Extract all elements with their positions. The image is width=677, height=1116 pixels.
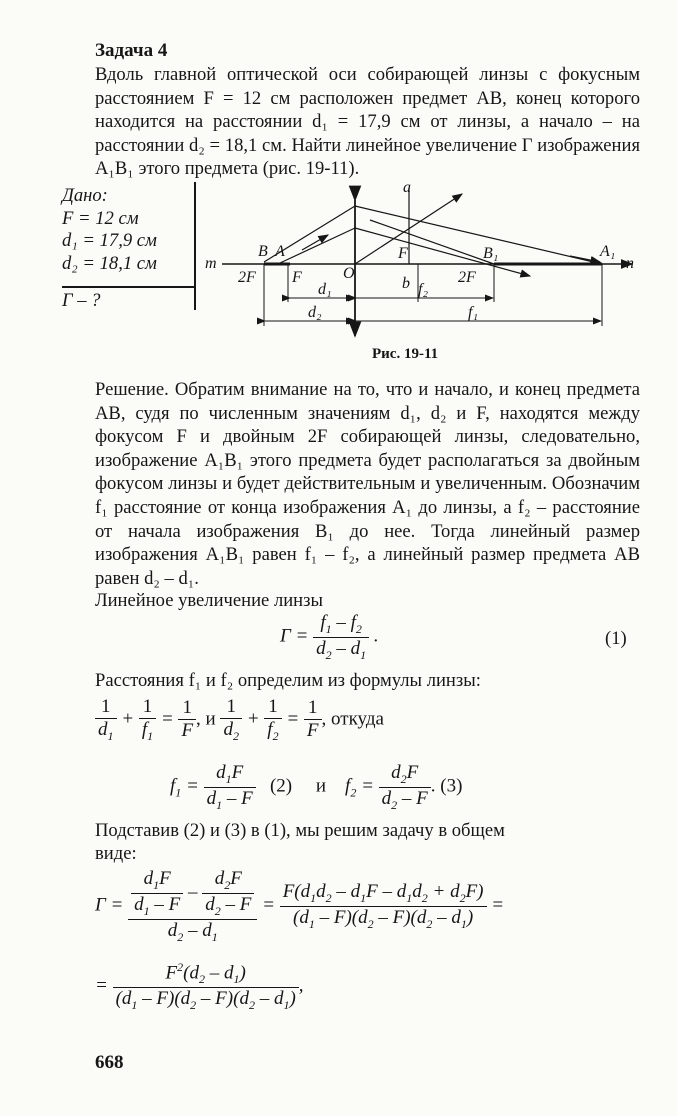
label-A1: A₁ — [600, 243, 616, 260]
lens-formula: $\frac{1}{d_1}$ + $\frac{1}{f_1}$ = $\frac{1}{F}$ , и $\frac{1}{d_2}$ + $\frac{1}{f_2}$ = $\frac{1}{F}$ , откуда — [95, 696, 384, 744]
text-magnification: Линейное увеличение линзы — [95, 590, 323, 611]
given-focal: F = 12 см — [62, 207, 139, 229]
label-F-left: F — [292, 269, 302, 286]
label-d2: d₂ — [308, 304, 322, 321]
label-f1: f₁ — [468, 304, 479, 321]
label-n: n — [626, 255, 634, 272]
label-m: m — [205, 255, 217, 272]
text-whence: , откуда — [321, 708, 384, 730]
label-d1: d₁ — [318, 281, 332, 298]
equation-1-number: (1) — [605, 628, 627, 649]
given-header: Дано: — [62, 185, 108, 206]
solution-text: Решение. Обратим внимание на то, что и начало, и конец предмета AB, судя по численным значениям d₁, d₂ и F, находятся между фокусом F и двойным 2F собирающей линзы, следовательно, изображение A₁B₁ этого предмета будет располагаться за двойным фокусом линзы и будет действительным и увеличенным. Обозначим f₁ расстояние от конца изображения A₁ до линзы, а f₂ – расстояние от начала изображения B₁ до нее. Тогда линейный размер изображения A₁B₁ равен f₁ – f₂, а линейный размер предмета AB равен d₂ – d₁. — [95, 379, 640, 589]
given-d1: d₁ = 17,9 см — [62, 230, 157, 251]
label-O: O — [343, 265, 355, 282]
given-block — [62, 185, 157, 275]
general-equation: Г = $\frac{d_1F}{d_1 - F}$ – $\frac{d_2F}{d_2 - F}$ $d_2 - d_1$ = $\frac{F(d_1d_2 - d_1F - d_1d_2 + d_2F)}{(d_1 - F)(d_2 - F)(d_2 - d_1)}$ = — [95, 868, 505, 944]
text-substitute: Подставив (2) и (3) в (1), мы решим задачу в общем — [95, 820, 505, 841]
label-B: B — [258, 243, 268, 260]
eq3-number: . (3) — [430, 775, 463, 797]
text-and-2: и — [315, 775, 327, 797]
ray-2-refracted — [355, 228, 530, 276]
problem-title: Задача 4 — [95, 40, 168, 61]
given-divider-horizontal — [62, 286, 194, 288]
given-d2: d₂ = 18,1 см — [62, 252, 157, 274]
eq2-number: (2) — [269, 775, 293, 797]
given-divider-vertical — [194, 182, 196, 310]
problem-statement: Вдоль главной оптической оси собирающей линзы с фокусным расстоянием F = 12 см расположен предмет AB, конец которого находится на расстоянии d₁ = 17,9 см от линзы, а начало – на расстоянии d₂ = 18,1 см. Найти линейное увеличение Г изображения A₁B₁ этого предмета (рис. 19-11). — [95, 64, 640, 180]
text-general: виде: — [95, 843, 137, 864]
ray-diagram — [200, 180, 640, 342]
text-distances: Расстояния f₁ и f₂ определим из формулы линзы: — [95, 670, 481, 691]
given-question: Г – ? — [62, 290, 101, 311]
equations-2-3: $f_1$ = $\frac{d_1F}{d_1 - F}$ (2) и $f_2$ = $\frac{d_2F}{d_2 - F}$ . (3) — [170, 762, 463, 812]
label-f2: f₂ — [418, 281, 429, 298]
label-F-top: F — [398, 245, 408, 262]
equation-1: Г = $\frac{f_1 - f_2}{d_2 - d_1}$ . — [280, 612, 379, 662]
text-and: , и — [196, 708, 216, 730]
label-a: a — [403, 180, 411, 196]
ray-arrow-2 — [570, 256, 600, 262]
final-equation: = $\frac{F^2(d_2 - d_1)}{(d_1 - F)(d_2 - F)(d_2 - d_1)}$ , — [95, 960, 304, 1012]
label-2F-left: 2F — [238, 269, 256, 286]
label-b: b — [402, 275, 410, 292]
label-B1: B₁ — [483, 245, 499, 262]
label-2F-right: 2F — [458, 269, 476, 286]
page-number: 668 — [95, 1052, 124, 1073]
figure-caption: Рис. 19-11 — [372, 346, 439, 362]
label-A: A — [275, 243, 285, 260]
ray-1-refracted — [355, 206, 602, 264]
